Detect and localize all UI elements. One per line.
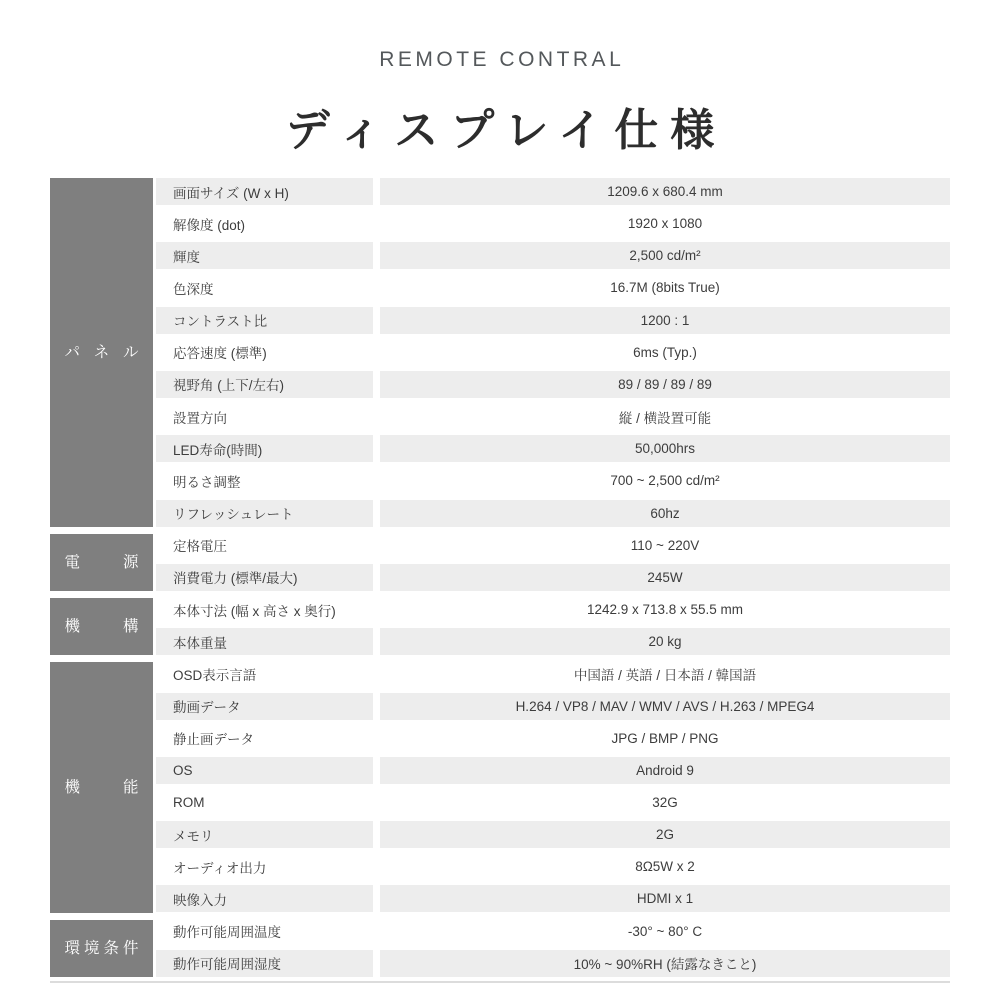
spec-label: コントラスト比 — [156, 307, 373, 334]
spec-label: 応答速度 (標準) — [156, 339, 373, 366]
spec-value: 700 ~ 2,500 cd/m² — [380, 467, 950, 494]
spec-label: 動画データ — [156, 693, 373, 720]
spec-value: HDMI x 1 — [380, 885, 950, 912]
table-row — [156, 339, 950, 371]
table-row — [156, 564, 950, 596]
section-rows — [156, 178, 950, 532]
table-row — [156, 371, 950, 403]
brand-subtitle: REMOTE CONTRAL — [379, 48, 625, 71]
section-rows — [156, 532, 950, 596]
spec-value: 89 / 89 / 89 / 89 — [380, 371, 950, 398]
table-row — [156, 274, 950, 306]
spec-label: 色深度 — [156, 274, 373, 301]
spec-label: 静止画データ — [156, 725, 373, 752]
spec-value: 1920 x 1080 — [380, 210, 950, 237]
spec-label: 映像入力 — [156, 885, 373, 912]
spec-label: 解像度 (dot) — [156, 210, 373, 237]
category-label: 環 境 条 件 — [64, 939, 139, 957]
spec-section — [50, 660, 950, 917]
spec-value: 50,000hrs — [380, 435, 950, 462]
spec-value: 1200 : 1 — [380, 307, 950, 334]
section-rows — [156, 596, 950, 660]
page-title: ディスプレイ仕様 — [285, 106, 727, 155]
spec-value: JPG / BMP / PNG — [380, 725, 950, 752]
spec-value: 8Ω5W x 2 — [380, 853, 950, 880]
table-row — [156, 178, 950, 210]
table-row — [156, 725, 950, 757]
table-row — [156, 500, 950, 532]
table-row — [156, 403, 950, 435]
spec-section — [50, 532, 950, 596]
category-label: 機 能 — [64, 778, 139, 796]
spec-table — [50, 178, 950, 982]
section-rows — [156, 918, 950, 982]
spec-value: 2,500 cd/m² — [380, 242, 950, 269]
table-row — [156, 660, 950, 692]
table-row — [156, 757, 950, 789]
table-row — [156, 853, 950, 885]
spec-label: 本体重量 — [156, 628, 373, 655]
table-row — [156, 789, 950, 821]
spec-value: 10% ~ 90%RH (結露なきこと) — [380, 950, 950, 977]
spec-value: 60hz — [380, 500, 950, 527]
section-rows — [156, 660, 950, 917]
table-row — [156, 950, 950, 982]
table-row — [156, 628, 950, 660]
category-label: パ ネ ル — [64, 343, 139, 361]
table-row — [156, 242, 950, 274]
spec-label: 消費電力 (標準/最大) — [156, 564, 373, 591]
table-row — [156, 596, 950, 628]
spec-label: 設置方向 — [156, 403, 373, 430]
spec-value: 1242.9 x 713.8 x 55.5 mm — [380, 596, 950, 623]
category-cell — [50, 662, 153, 912]
spec-value: H.264 / VP8 / MAV / WMV / AVS / H.263 / MPEG4 — [380, 693, 950, 720]
category-cell — [50, 534, 153, 591]
spec-label: リフレッシュレート — [156, 500, 373, 527]
spec-label: メモリ — [156, 821, 373, 848]
spec-label: 明るさ調整 — [156, 467, 373, 494]
spec-section — [50, 178, 950, 532]
spec-value: 6ms (Typ.) — [380, 339, 950, 366]
table-row — [156, 210, 950, 242]
category-cell — [50, 598, 153, 655]
spec-value: 20 kg — [380, 628, 950, 655]
spec-value: 1209.6 x 680.4 mm — [380, 178, 950, 205]
category-cell — [50, 920, 153, 977]
table-row — [156, 918, 950, 950]
spec-value: 32G — [380, 789, 950, 816]
table-row — [156, 532, 950, 564]
spec-value: -30° ~ 80° C — [380, 918, 950, 945]
spec-label: オーディオ出力 — [156, 853, 373, 880]
spec-value: Android 9 — [380, 757, 950, 784]
spec-label: 画面サイズ (W x H) — [156, 178, 373, 205]
spec-label: 動作可能周囲湿度 — [156, 950, 373, 977]
spec-label: OSD表示言語 — [156, 660, 373, 687]
spec-value: 中国語 / 英語 / 日本語 / 韓国語 — [380, 660, 950, 687]
spec-label: ROM — [156, 789, 373, 816]
spec-value: 2G — [380, 821, 950, 848]
category-label: 機 構 — [64, 617, 139, 635]
spec-value: 110 ~ 220V — [380, 532, 950, 559]
table-row — [156, 307, 950, 339]
spec-value: 縦 / 横設置可能 — [380, 403, 950, 430]
table-row — [156, 467, 950, 499]
spec-label: 動作可能周囲温度 — [156, 918, 373, 945]
category-label: 電 源 — [64, 553, 139, 571]
spec-section — [50, 918, 950, 982]
spec-label: 輝度 — [156, 242, 373, 269]
category-cell — [50, 178, 153, 527]
spec-value: 16.7M (8bits True) — [380, 274, 950, 301]
spec-section — [50, 596, 950, 660]
table-row — [156, 885, 950, 917]
spec-label: OS — [156, 757, 373, 784]
spec-label: 本体寸法 (幅 x 高さ x 奥行) — [156, 596, 373, 623]
spec-value: 245W — [380, 564, 950, 591]
spec-label: 定格電圧 — [156, 532, 373, 559]
spec-label: LED寿命(時間) — [156, 435, 373, 462]
table-row — [156, 821, 950, 853]
table-row — [156, 435, 950, 467]
table-bottom-divider — [50, 981, 950, 983]
table-row — [156, 693, 950, 725]
spec-label: 視野角 (上下/左右) — [156, 371, 373, 398]
